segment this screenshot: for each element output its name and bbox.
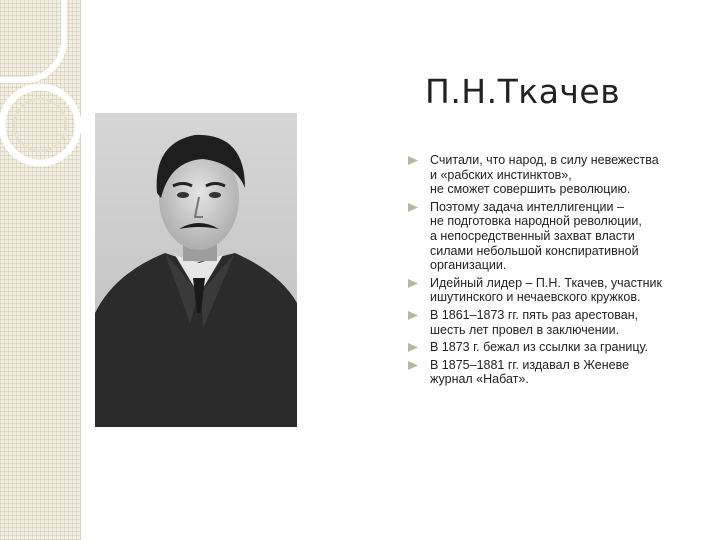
bullet-item — [408, 358, 708, 387]
portrait-photo — [95, 113, 297, 427]
bullet-icon — [408, 156, 418, 165]
bullet-text: В 1873 г. бежал из ссылки за границу. — [430, 340, 649, 355]
bullet-item — [408, 308, 708, 337]
bullet-text: Идейный лидер – П.Н. Ткачев, участник ишутинского и нечаевского кружков. — [430, 275, 662, 305]
bullet-item — [408, 153, 708, 197]
bullet-icon — [408, 343, 418, 352]
bullet-text: Считали, что народ, в силу невежества и «рабских инстинктов», не сможет совершить революцию. — [430, 153, 659, 197]
bullet-item — [408, 276, 708, 305]
bullet-icon — [408, 361, 418, 370]
bullet-text: В 1875–1881 гг. издавал в Женеве журнал «Набат». — [430, 357, 630, 387]
slide-title: П.Н.Ткачев — [425, 72, 621, 111]
bullet-icon — [408, 279, 418, 288]
bullet-item — [408, 200, 708, 273]
bullet-text: Поэтому задача интеллигенции – не подготовка народной революции, а непосредственный захват власти силами небольшой конспиративной организации. — [430, 199, 642, 273]
bullet-text: В 1861–1873 гг. пять раз арестован, шесть лет провел в заключении. — [430, 307, 639, 337]
bullet-item — [408, 340, 708, 355]
bullet-list — [408, 153, 708, 390]
bullet-icon — [408, 311, 418, 320]
bullet-icon — [408, 203, 418, 212]
